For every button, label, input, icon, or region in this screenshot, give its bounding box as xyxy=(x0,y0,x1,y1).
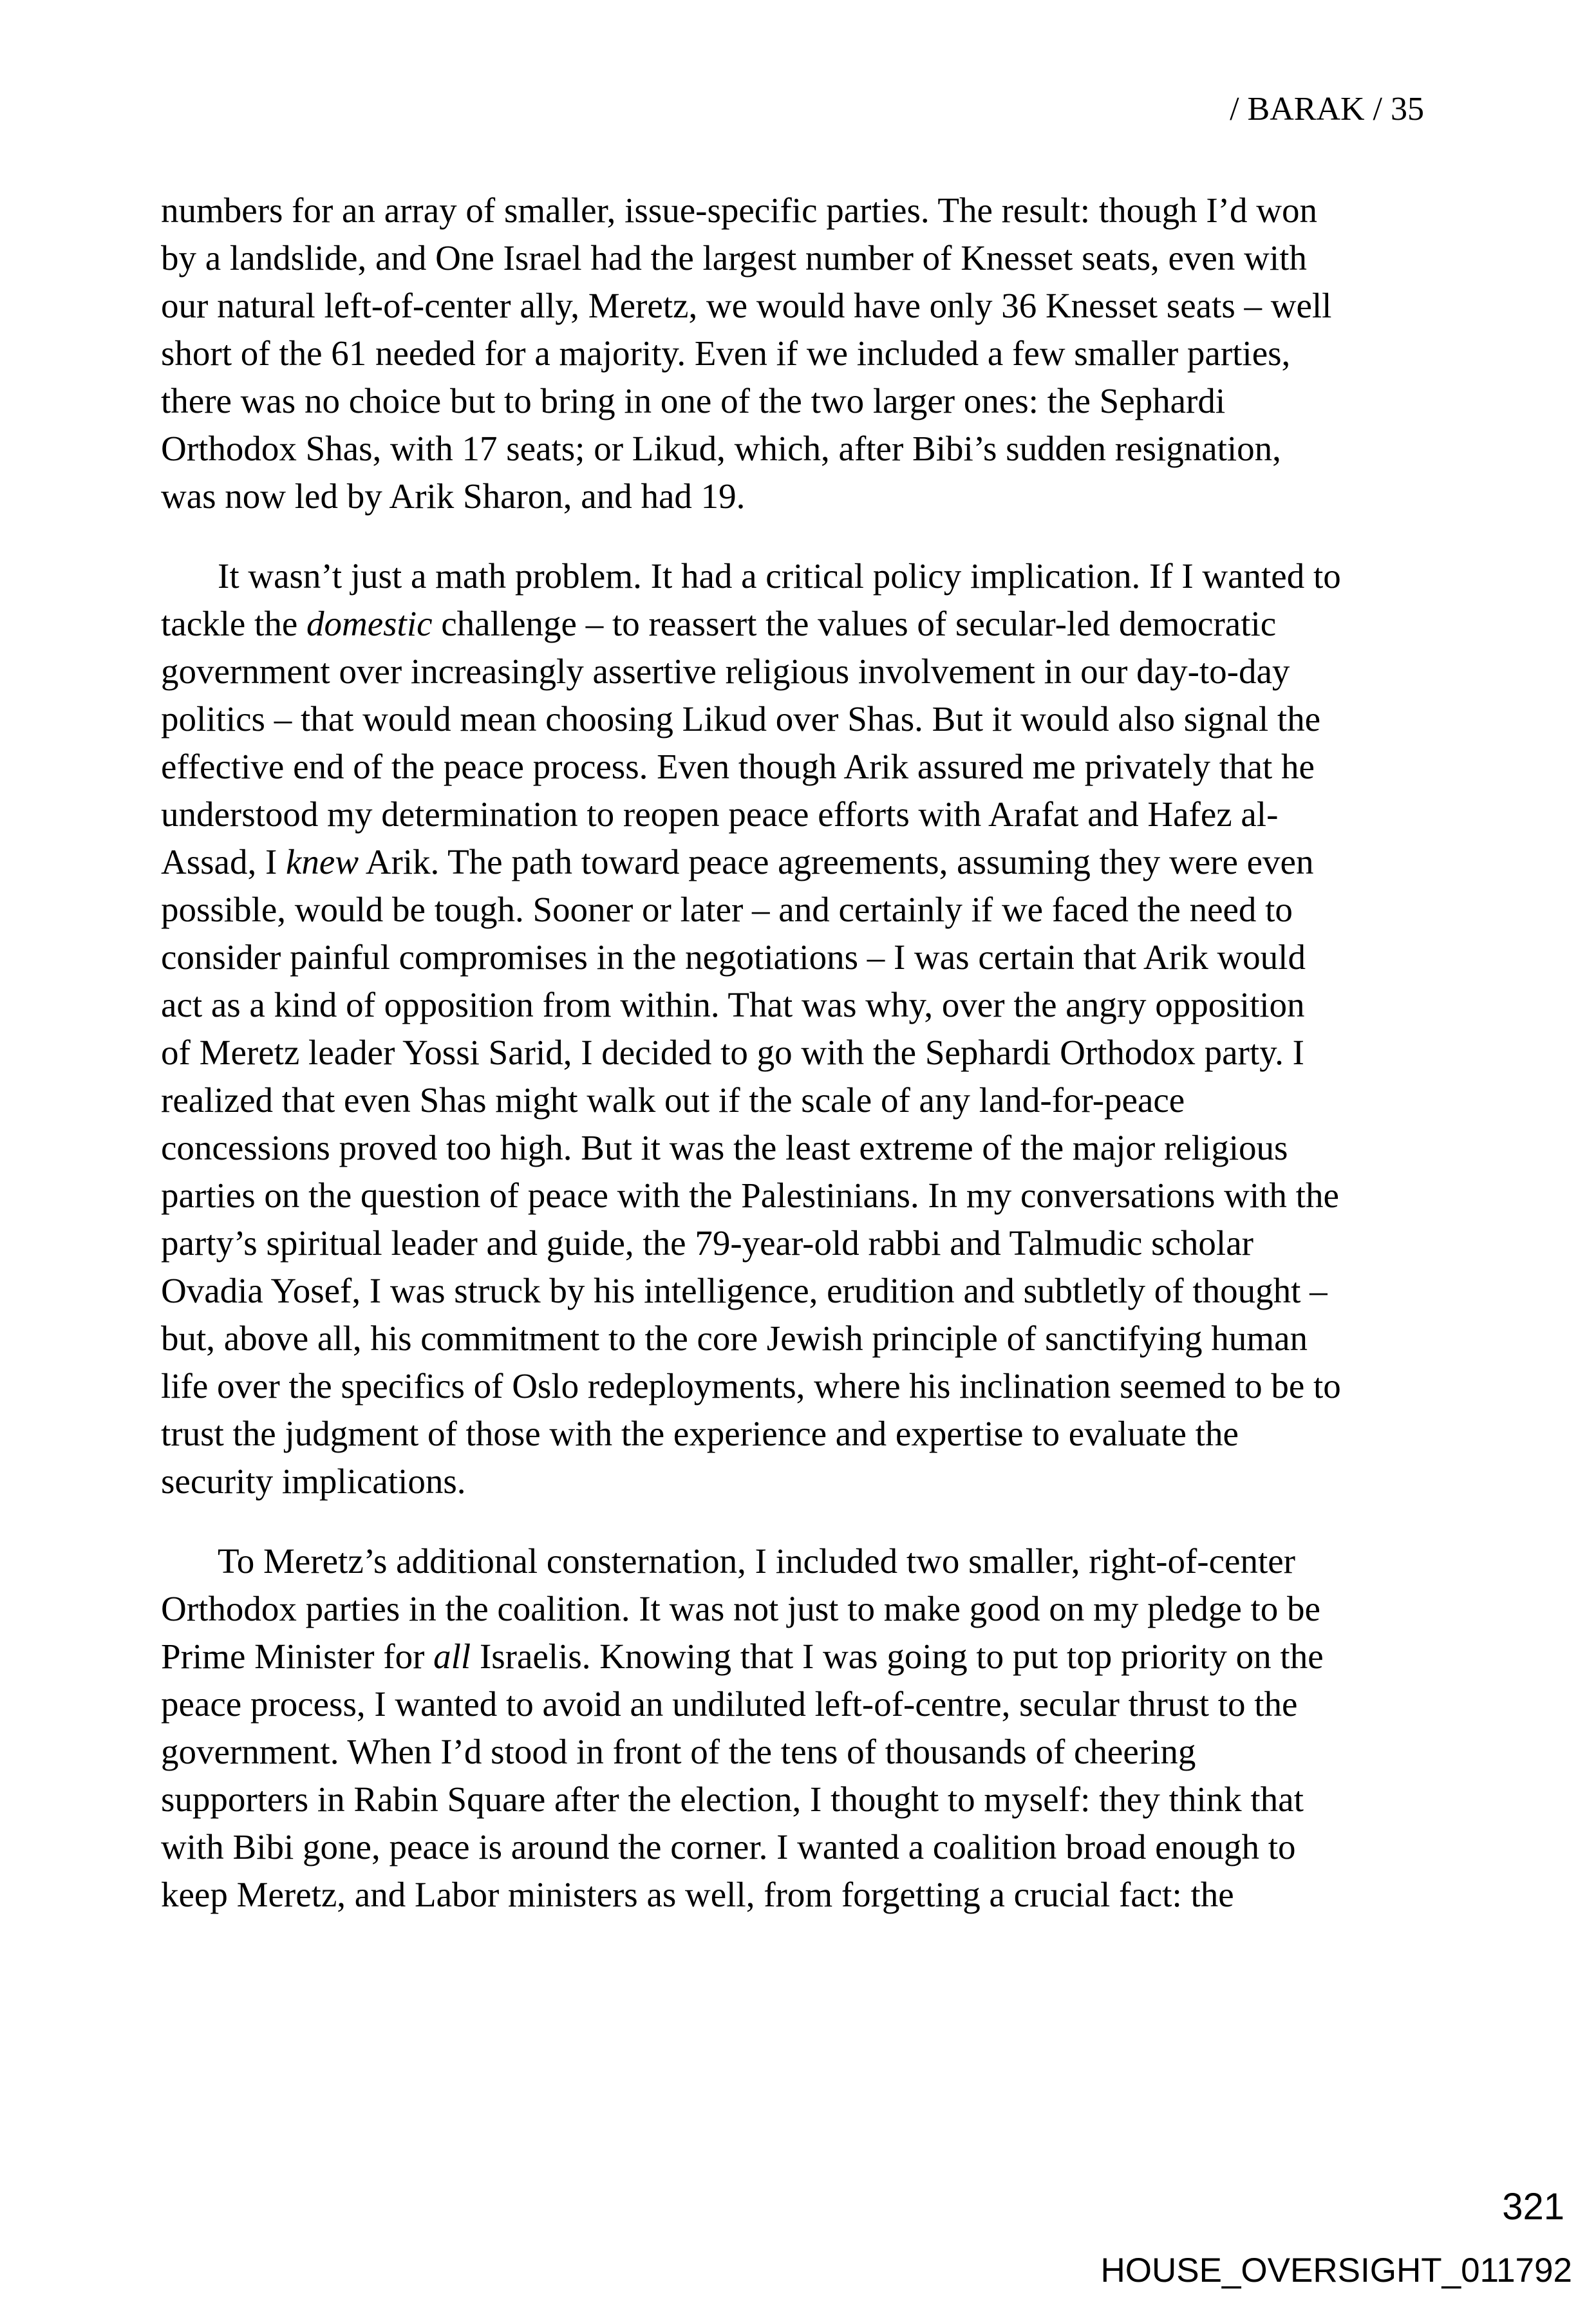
text-line: life over the specifics of Oslo redeployments, where his inclination seemed to be to xyxy=(161,1366,1341,1405)
text-line: consider painful compromises in the negotiations – I was certain that Arik would xyxy=(161,937,1306,977)
text-line: our natural left-of-center ally, Meretz, we would have only 36 Knesset seats – well xyxy=(161,286,1332,325)
text-line: government. When I’d stood in front of the tens of thousands of cheering xyxy=(161,1732,1196,1771)
italic-text: knew xyxy=(286,842,359,881)
text-line xyxy=(161,600,1445,648)
bates-stamp: HOUSE_OVERSIGHT_011792 xyxy=(1100,2251,1572,2289)
text-line: Ovadia Yosef, I was struck by his intelligence, erudition and subtletly of thought – xyxy=(161,1271,1328,1310)
text-segment: Prime Minister for xyxy=(161,1637,434,1676)
text-line xyxy=(161,1633,1445,1680)
text-line: To Meretz’s additional consternation, I included two smaller, right-of-center xyxy=(218,1541,1295,1581)
text-line: trust the judgment of those with the experience and expertise to evaluate the xyxy=(161,1414,1239,1453)
text-segment: Assad, I xyxy=(161,842,286,881)
text-line: by a landslide, and One Israel had the largest number of Knesset seats, even with xyxy=(161,238,1307,277)
text-line: party’s spiritual leader and guide, the 79-year-old rabbi and Talmudic scholar xyxy=(161,1223,1253,1263)
italic-text: domestic xyxy=(306,604,433,643)
text-line: realized that even Shas might walk out if the scale of any land-for-peace xyxy=(161,1080,1185,1120)
text-line: It wasn’t just a math problem. It had a critical policy implication. If I wanted to xyxy=(218,556,1341,596)
paragraph-2 xyxy=(161,552,1445,1505)
paragraph-1 xyxy=(161,187,1445,520)
italic-text: all xyxy=(433,1637,471,1676)
text-line: keep Meretz, and Labor ministers as well, from forgetting a crucial fact: the xyxy=(161,1875,1234,1914)
text-line: was now led by Arik Sharon, and had 19. xyxy=(161,476,746,516)
text-line: government over increasingly assertive religious involvement in our day-to-day xyxy=(161,652,1290,691)
page-number: 321 xyxy=(1502,2186,1564,2228)
text-segment: tackle the xyxy=(161,604,306,643)
text-segment: Arik. The path toward peace agreements, assuming they were even xyxy=(359,842,1314,881)
text-line: there was no choice but to bring in one of the two larger ones: the Sephardi xyxy=(161,381,1226,420)
text-line: act as a kind of opposition from within. That was why, over the angry opposition xyxy=(161,985,1305,1024)
text-line: security implications. xyxy=(161,1462,466,1501)
text-segment: Israelis. Knowing that I was going to put top priority on the xyxy=(471,1637,1324,1676)
text-line: short of the 61 needed for a majority. Even if we included a few smaller parties, xyxy=(161,334,1291,373)
text-line: Orthodox Shas, with 17 seats; or Likud, which, after Bibi’s sudden resignation, xyxy=(161,429,1281,468)
page-header: / BARAK / 35 xyxy=(1230,91,1424,127)
text-line: supporters in Rabin Square after the election, I thought to myself: they think that xyxy=(161,1780,1304,1819)
text-line: possible, would be tough. Sooner or later – and certainly if we faced the need to xyxy=(161,890,1293,929)
text-line: politics – that would mean choosing Likud over Shas. But it would also signal the xyxy=(161,699,1321,738)
text-line: but, above all, his commitment to the core Jewish principle of sanctifying human xyxy=(161,1319,1308,1358)
text-line: numbers for an array of smaller, issue-specific parties. The result: though I’d won xyxy=(161,191,1317,230)
text-segment: challenge – to reassert the values of secular-led democratic xyxy=(432,604,1277,643)
body-text xyxy=(161,187,1445,1919)
text-line: understood my determination to reopen peace efforts with Arafat and Hafez al- xyxy=(161,794,1279,834)
text-line: concessions proved too high. But it was the least extreme of the major religious xyxy=(161,1128,1288,1167)
text-line: with Bibi gone, peace is around the corner. I wanted a coalition broad enough to xyxy=(161,1827,1296,1866)
text-line: parties on the question of peace with the Palestinians. In my conversations with the xyxy=(161,1176,1339,1215)
text-line: Orthodox parties in the coalition. It was not just to make good on my pledge to be xyxy=(161,1589,1320,1628)
text-line: effective end of the peace process. Even though Arik assured me privately that he xyxy=(161,747,1315,786)
text-line: peace process, I wanted to avoid an undiluted left-of-centre, secular thrust to the xyxy=(161,1684,1298,1724)
text-line xyxy=(161,838,1445,886)
text-line: of Meretz leader Yossi Sarid, I decided to go with the Sephardi Orthodox party. I xyxy=(161,1033,1304,1072)
paragraph-3 xyxy=(161,1537,1445,1919)
